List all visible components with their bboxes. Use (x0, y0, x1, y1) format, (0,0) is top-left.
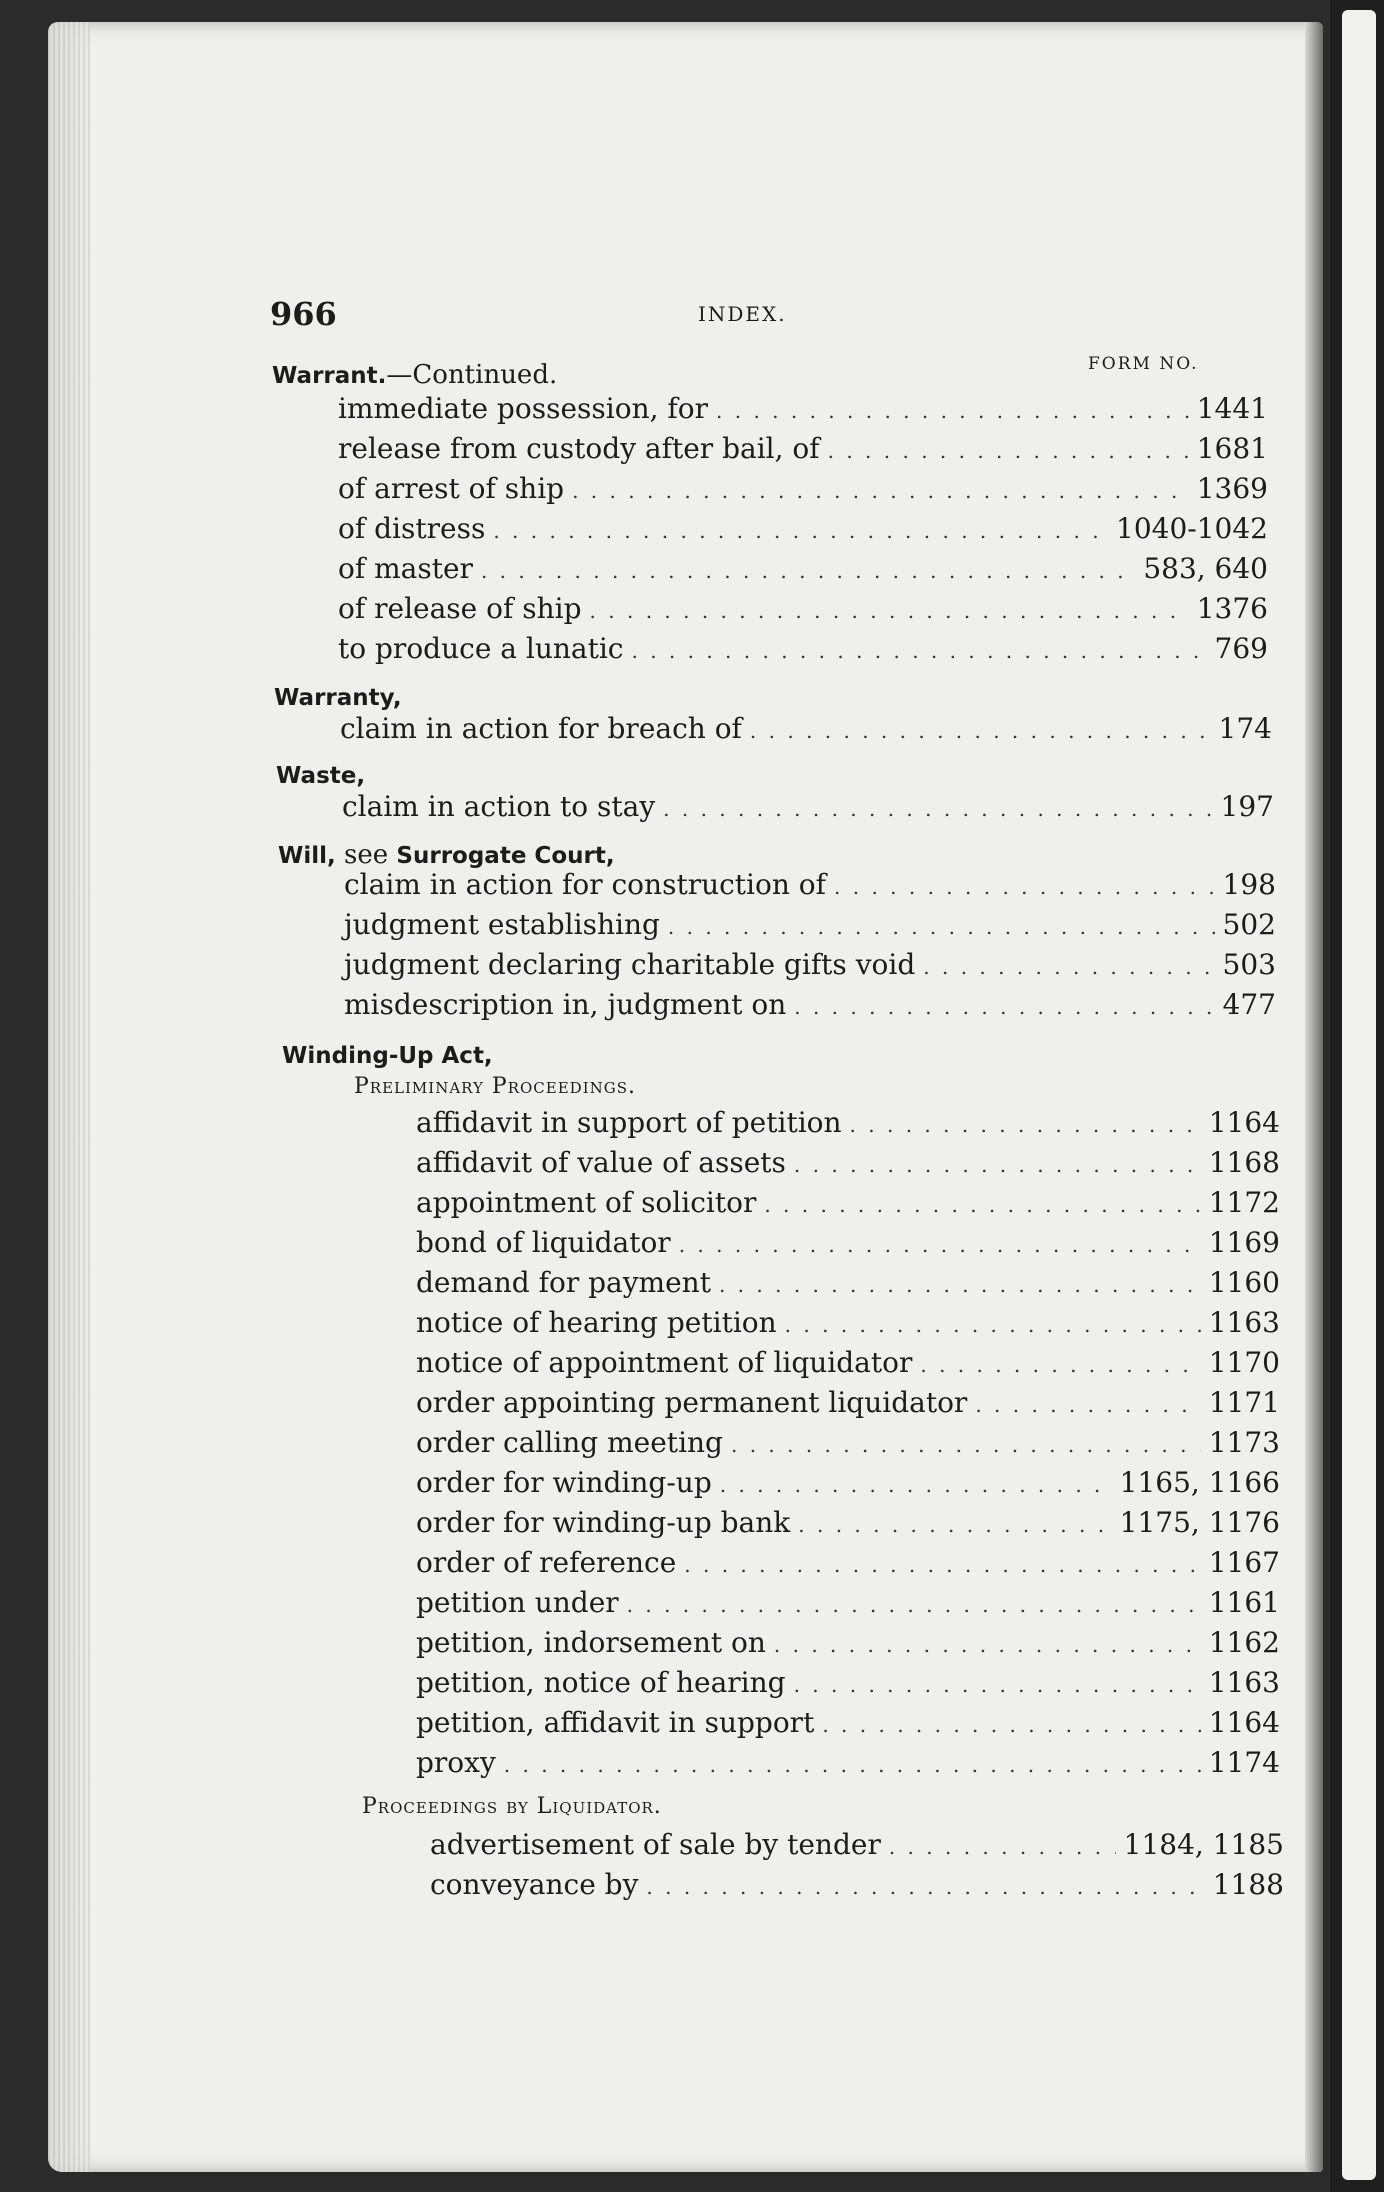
index-entry (338, 512, 1268, 545)
index-entry (338, 392, 1268, 425)
entry-text: order of reference (416, 1546, 677, 1579)
index-entry (338, 432, 1268, 465)
entry-form-number: 1160 (1208, 1266, 1280, 1299)
index-entry (344, 868, 1276, 901)
entry-form-number: 1168 (1208, 1146, 1280, 1179)
entry-form-number: 503 (1222, 948, 1276, 981)
entry-form-number: 1376 (1196, 592, 1268, 625)
index-entry (416, 1666, 1280, 1699)
index-entry (344, 988, 1276, 1021)
heading-title: Waste, (276, 763, 366, 789)
entry-form-number: 1163 (1208, 1666, 1280, 1699)
entry-form-number: 1441 (1196, 392, 1268, 425)
index-entry (344, 908, 1276, 941)
see-also: see (344, 840, 389, 870)
entry-form-number: 1170 (1208, 1346, 1280, 1379)
index-entry (430, 1868, 1284, 1901)
entry-text: order for winding-up bank (416, 1506, 791, 1539)
entry-form-number: 1184, 1185 (1123, 1828, 1284, 1861)
entry-text: demand for payment (416, 1266, 711, 1299)
index-entry (416, 1226, 1280, 1259)
heading-waste (276, 760, 365, 790)
entry-text: misdescription in, judgment on (344, 988, 787, 1021)
running-head: INDEX. (698, 302, 787, 326)
index-entry (338, 592, 1268, 625)
index-entry (340, 712, 1272, 745)
entry-form-number: 1161 (1208, 1586, 1280, 1619)
entry-form-number: 174 (1218, 712, 1272, 745)
entry-form-number: 1167 (1208, 1546, 1280, 1579)
entry-form-number: 1169 (1208, 1226, 1280, 1259)
heading-warranty (274, 682, 402, 712)
index-entry (416, 1466, 1280, 1499)
subheading-liquidator: Proceedings by Liquidator. (362, 1794, 662, 1819)
heading-warrant (272, 360, 557, 390)
entry-text: affidavit in support of petition (416, 1106, 842, 1139)
entry-form-number: 1681 (1196, 432, 1268, 465)
index-entry (416, 1106, 1280, 1139)
entry-text: appointment of solicitor (416, 1186, 757, 1219)
heading-will (278, 840, 615, 870)
index-entry (416, 1266, 1280, 1299)
entry-form-number: 1172 (1208, 1186, 1280, 1219)
entry-form-number: 583, 640 (1143, 552, 1268, 585)
entry-text: claim in action for breach of (340, 712, 742, 745)
entry-form-number: 1175, 1176 (1119, 1506, 1280, 1539)
page-content (48, 22, 1323, 2172)
heading-title: Warranty, (274, 685, 402, 711)
entry-form-number: 1174 (1208, 1746, 1280, 1779)
entry-form-number: 502 (1222, 908, 1276, 941)
index-entry (416, 1546, 1280, 1579)
form-no-header: FORM NO. (1088, 354, 1199, 374)
entry-text: immediate possession, for (338, 392, 709, 425)
index-entry (338, 552, 1268, 585)
entry-text: judgment declaring charitable gifts void (344, 948, 916, 981)
index-entry (416, 1746, 1280, 1779)
heading-winding-up-act (282, 1040, 493, 1070)
index-entry (416, 1186, 1280, 1219)
entry-text: judgment establishing (344, 908, 660, 941)
index-entry (416, 1386, 1280, 1419)
index-entry (416, 1506, 1280, 1539)
cross-reference: Surrogate Court, (396, 843, 615, 869)
heading-title: Warrant. (272, 363, 387, 389)
entry-form-number: 1165, 1166 (1119, 1466, 1280, 1499)
index-entry (416, 1586, 1280, 1619)
entry-form-number: 1188 (1212, 1868, 1284, 1901)
entry-text: order appointing permanent liquidator (416, 1386, 968, 1419)
entry-form-number: 769 (1214, 632, 1268, 665)
entry-text: of distress (338, 512, 486, 545)
index-entry (342, 790, 1274, 823)
entry-text: petition under (416, 1586, 619, 1619)
page-number: 966 (270, 295, 337, 333)
entry-text: to produce a lunatic (338, 632, 624, 665)
entry-text: claim in action to stay (342, 790, 656, 823)
heading-title: Winding-Up Act, (282, 1043, 493, 1069)
entry-text: petition, affidavit in support (416, 1706, 815, 1739)
entry-text: release from custody after bail, of (338, 432, 820, 465)
index-entry (338, 472, 1268, 505)
entry-form-number: 1162 (1208, 1626, 1280, 1659)
index-entry (344, 948, 1276, 981)
entry-text: claim in action for construction of (344, 868, 827, 901)
index-entry (416, 1146, 1280, 1179)
entry-form-number: 1171 (1208, 1386, 1280, 1419)
entry-form-number: 1040-1042 (1116, 512, 1268, 545)
entry-text: petition, notice of hearing (416, 1666, 786, 1699)
index-entry (416, 1626, 1280, 1659)
entry-text: of release of ship (338, 592, 582, 625)
index-entry (416, 1706, 1280, 1739)
entry-text: of arrest of ship (338, 472, 565, 505)
entry-text: proxy (416, 1746, 496, 1779)
entry-text: petition, indorsement on (416, 1626, 766, 1659)
index-entry (416, 1346, 1280, 1379)
index-entry (430, 1828, 1284, 1861)
entry-text: advertisement of sale by tender (430, 1828, 881, 1861)
entry-text: notice of appointment of liquidator (416, 1346, 913, 1379)
index-entry (416, 1306, 1280, 1339)
adjacent-page-edge (1330, 0, 1384, 2192)
entry-text: bond of liquidator (416, 1226, 671, 1259)
entry-form-number: 198 (1222, 868, 1276, 901)
subheading-preliminary: Preliminary Proceedings. (354, 1074, 637, 1099)
entry-text: affidavit of value of assets (416, 1146, 786, 1179)
entry-text: order calling meeting (416, 1426, 723, 1459)
book-page (48, 22, 1323, 2172)
entry-form-number: 197 (1220, 790, 1274, 823)
entry-form-number: 1164 (1208, 1106, 1280, 1139)
entry-form-number: 1173 (1208, 1426, 1280, 1459)
entry-text: notice of hearing petition (416, 1306, 777, 1339)
entry-text: of master (338, 552, 473, 585)
index-entry (416, 1426, 1280, 1459)
heading-title: Will, (278, 843, 336, 869)
entry-text: order for winding-up (416, 1466, 712, 1499)
entry-text: conveyance by (430, 1868, 639, 1901)
entry-form-number: 1369 (1196, 472, 1268, 505)
entry-form-number: 1163 (1208, 1306, 1280, 1339)
index-entry (338, 632, 1268, 665)
heading-suffix: —Continued. (386, 360, 558, 390)
entry-form-number: 1164 (1208, 1706, 1280, 1739)
entry-form-number: 477 (1222, 988, 1276, 1021)
